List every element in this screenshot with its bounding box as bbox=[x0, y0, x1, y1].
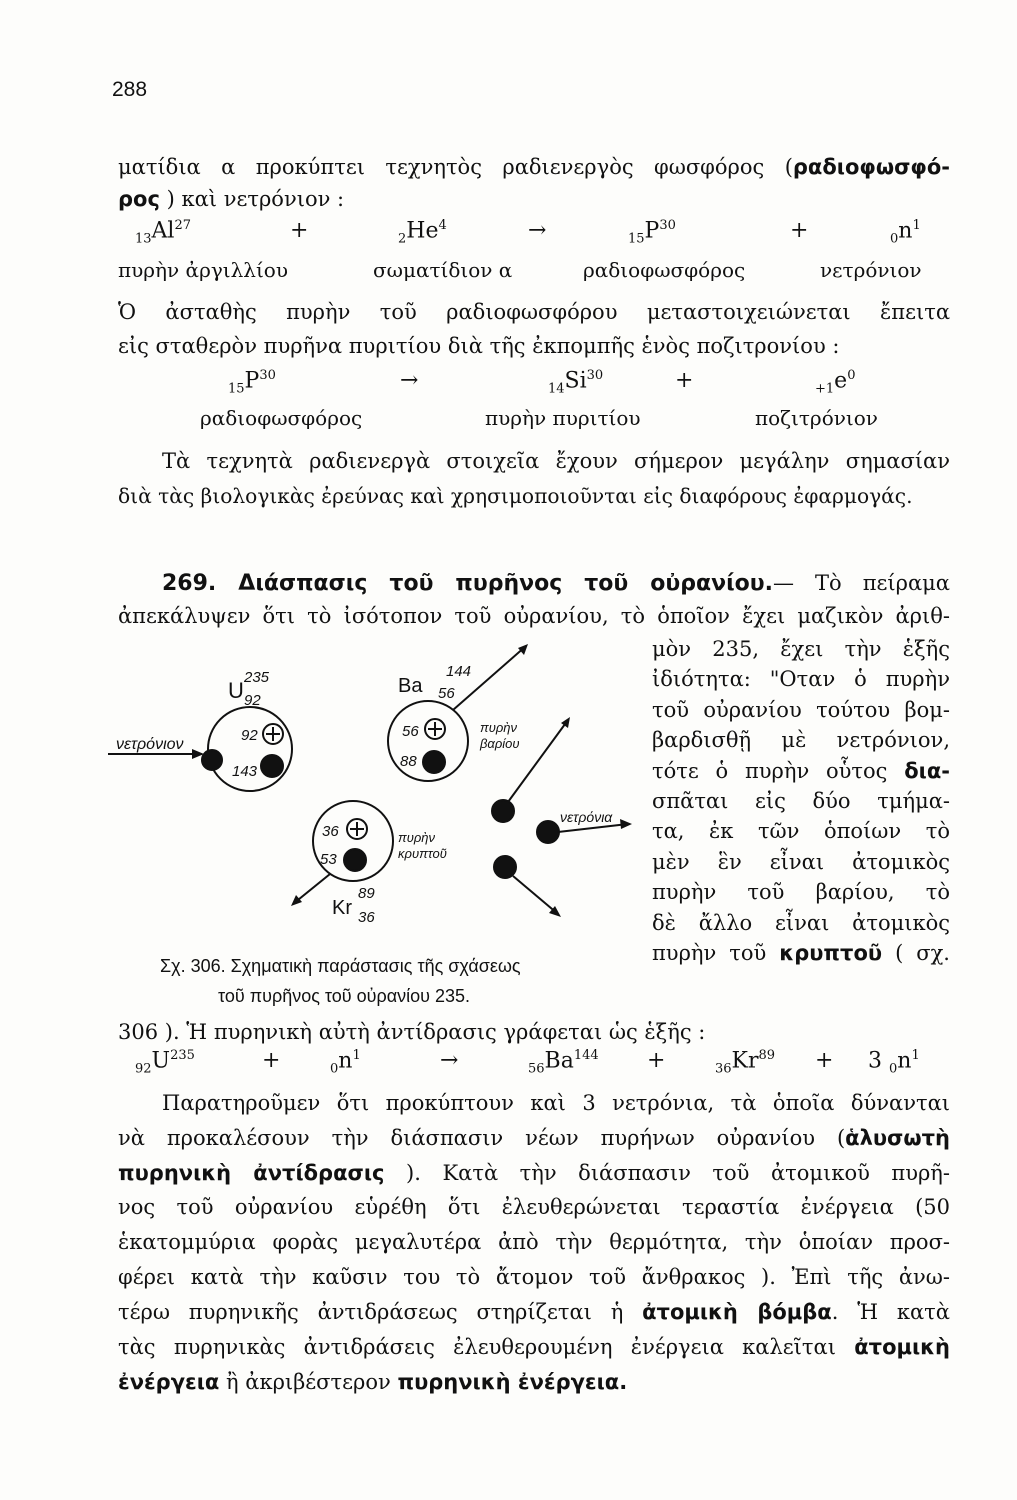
para1-line2-text: ) καὶ νετρόνιον : bbox=[166, 187, 345, 211]
ba-caption-2: βαρίου bbox=[480, 736, 520, 751]
wrap-line-11-tail: ( σχ. bbox=[895, 941, 950, 966]
final-line8-bold: ἀτομικὴ bbox=[854, 1335, 950, 1359]
kr-protons: 36 bbox=[322, 823, 339, 840]
wrap-bold-kryptou: κρυπτοῦ bbox=[779, 941, 883, 966]
section-title: 269. Διάσπασις τοῦ πυρῆνος τοῦ οὐρανίου. bbox=[162, 571, 773, 596]
wrap-line-6: σπᾶται εἰς δύο τμήμα- bbox=[652, 789, 950, 814]
eq3-plus2: + bbox=[647, 1048, 666, 1073]
section-intro-rest: — Τὸ πείραμα bbox=[773, 571, 950, 595]
eq1-plus2: + bbox=[790, 218, 809, 243]
ba-protons: 56 bbox=[402, 723, 419, 740]
eq1-plus1: + bbox=[290, 218, 309, 243]
eq3-plus1: + bbox=[262, 1048, 281, 1073]
final-line3 bbox=[118, 1158, 950, 1188]
eq1-label-alpha: σωματίδιον α bbox=[373, 258, 513, 282]
eq3-u-symbol: U bbox=[151, 1048, 171, 1074]
final-line9-bold2: πυρηνικὴ ἐνέργεια bbox=[397, 1370, 620, 1394]
wrap-line-5 bbox=[652, 756, 950, 786]
eq1-label-radiophosphorus: ραδιοφωσφόρος bbox=[583, 258, 746, 282]
eq1-label-neutron: νετρόνιον bbox=[820, 258, 922, 282]
eq3-plus3: + bbox=[815, 1048, 834, 1073]
para1-line2-bold: ρος bbox=[118, 187, 160, 211]
barium-neutron-dot bbox=[423, 751, 445, 773]
emitted-neutron-2 bbox=[537, 821, 559, 843]
para1-line1-bold: ραδιοφωσφό- bbox=[792, 155, 950, 179]
eq3-kr-symbol: Kr bbox=[731, 1048, 759, 1074]
eq3-n2-z: 0 bbox=[889, 1061, 898, 1077]
final-line7-tail: . Ἡ κατὰ bbox=[831, 1300, 950, 1324]
kr-caption-1: πυρὴν bbox=[398, 830, 436, 845]
ba-mass: 144 bbox=[446, 663, 472, 680]
eq3-kr-mass: 89 bbox=[758, 1048, 776, 1063]
eq3-krypton bbox=[715, 1048, 775, 1077]
eq1-neutron bbox=[890, 218, 921, 247]
eq1-arrow: → bbox=[528, 218, 547, 243]
eq3-neutron-in bbox=[330, 1048, 361, 1077]
eq3-n2-mass: 1 bbox=[911, 1048, 920, 1063]
eq2-positron bbox=[815, 368, 855, 397]
eq3-ba-symbol: Ba bbox=[544, 1048, 574, 1074]
eq2-label-silicon: πυρὴν πυριτίου bbox=[485, 406, 641, 430]
final-line8-text: τὰς πυρηνικὰς ἀντιδράσεις ἐλευθερουμένη ἐνέργεια καλεῖται bbox=[118, 1335, 836, 1359]
final-line3-bold: πυρηνικὴ ἀντίδρασις bbox=[118, 1161, 385, 1185]
wrap-line-5-text: τότε ὁ πυρὴν οὗτος bbox=[652, 758, 888, 783]
final-line2-text: νὰ προκαλέσουν τὴν διάσπασιν νέων πυρήνων οὐρανίου ( bbox=[118, 1126, 846, 1150]
eq3-n1-mass: 1 bbox=[352, 1048, 361, 1063]
eq2-label-positron: ποζιτρόνιον bbox=[755, 406, 878, 430]
eq2-plus: + bbox=[675, 368, 694, 393]
figure-caption-line2: τοῦ πυρῆνος τοῦ οὐρανίου 235. bbox=[218, 986, 471, 1006]
eq1-al-symbol: Al bbox=[151, 218, 175, 244]
para2-line1: Ὁ ἀσταθὴς πυρὴν τοῦ ραδιοφωσφόρου μεταστοιχειώνεται ἔπειτα bbox=[118, 300, 950, 324]
emitted-neutron-3 bbox=[494, 856, 516, 878]
eq1-he-z: 2 bbox=[398, 231, 407, 247]
u-mass: 235 bbox=[244, 669, 270, 686]
page-number: 288 bbox=[112, 78, 148, 101]
eq1-he-mass: 4 bbox=[438, 218, 447, 233]
u-z: 92 bbox=[244, 692, 261, 709]
eq2-p-z: 15 bbox=[228, 381, 245, 397]
wrap-line-2: ἰδιότητα: "Οταν ὁ πυρὴν bbox=[652, 667, 950, 692]
eq1-p-z: 15 bbox=[628, 231, 645, 247]
eq2-e-symbol: e bbox=[834, 368, 848, 394]
emitted-neutron-2-path bbox=[558, 824, 628, 832]
krypton-arrowhead bbox=[291, 895, 302, 906]
para1-line2 bbox=[118, 184, 950, 214]
fission-diagram bbox=[108, 636, 653, 956]
para3-line2: διὰ τὰς βιολογικὰς ἐρεύνας καὶ χρησιμοποιοῦνται εἰς διαφόρους ἐφαρμογάς. bbox=[118, 484, 913, 508]
eq1-n-mass: 1 bbox=[912, 218, 921, 233]
final-line2 bbox=[118, 1123, 950, 1153]
final-line1: Παρατηροῦμεν ὅτι προκύπτουν καὶ 3 νετρόνια, τὰ ὁποῖα δύνανται bbox=[162, 1091, 950, 1115]
eq3-neutrons-out bbox=[868, 1048, 920, 1077]
eq3-ba-z: 56 bbox=[528, 1061, 545, 1077]
krypton-neutron-dot bbox=[344, 849, 366, 871]
eq1-phosphorus bbox=[628, 218, 676, 247]
final-line9 bbox=[118, 1367, 950, 1397]
eq2-si-symbol: Si bbox=[564, 368, 587, 394]
final-line3-text: ). Κατὰ τὴν διάσπασιν τοῦ ἀτομικοῦ πυρῆ- bbox=[406, 1161, 950, 1185]
eq1-helium bbox=[398, 218, 447, 247]
eq1-al-z: 13 bbox=[135, 231, 152, 247]
wrap-line-10: δὲ ἄλλο εἶναι ἀτομικὸς bbox=[652, 910, 950, 935]
eq3-arrow: → bbox=[440, 1048, 459, 1073]
uranium-neutron-dot bbox=[261, 755, 283, 777]
eq3-uranium bbox=[135, 1048, 195, 1077]
wrap-line-8: μὲν ἓν εἶναι ἀτομικὸς bbox=[652, 849, 950, 874]
neutrons-label: νετρόνια bbox=[560, 809, 613, 825]
emitted-neutron-1 bbox=[492, 800, 514, 822]
kr-mass: 89 bbox=[358, 885, 375, 902]
eq3-ba-mass: 144 bbox=[573, 1048, 599, 1063]
eq2-silicon bbox=[548, 368, 603, 397]
ba-symbol: Ba bbox=[398, 675, 423, 697]
eq2-si-z: 14 bbox=[548, 381, 565, 397]
wrap-bold-dia: δια- bbox=[904, 758, 950, 783]
eq2-p-mass: 30 bbox=[259, 368, 276, 383]
kr-z: 36 bbox=[358, 909, 375, 926]
eq3-n2-symbol: n bbox=[897, 1048, 912, 1074]
eq3-n2-coefficient: 3 bbox=[868, 1048, 882, 1074]
incoming-neutron bbox=[202, 750, 222, 770]
final-line6: φέρει κατὰ τὴν καῦσιν του τὸ ἄτομον τοῦ ἄνθρακος ). Ἐπὶ τῆς ἀνω- bbox=[118, 1265, 950, 1289]
eq2-e-mass: 0 bbox=[847, 368, 856, 383]
eq1-label-aluminium: πυρὴν ἀργιλλίου bbox=[118, 258, 289, 282]
emitted-neutron-3-path bbox=[513, 876, 558, 914]
eq1-he-symbol: He bbox=[406, 218, 439, 244]
eq3-kr-z: 36 bbox=[715, 1061, 732, 1077]
final-line7-text: τέρω πυρηνικῆς ἀντιδράσεως στηρίζεται ἡ bbox=[118, 1300, 624, 1324]
final-line2-bold: ἁλυσωτὴ bbox=[845, 1126, 950, 1150]
wrap-line-9: πυρὴν τοῦ βαρίου, τὸ bbox=[652, 880, 950, 905]
section-title-line bbox=[162, 568, 950, 599]
para2-line2: εἰς σταθερὸν πυρῆνα πυριτίου διὰ τῆς ἐκπομπῆς ἑνὸς ποζιτρονίου : bbox=[118, 334, 840, 358]
eq3-barium bbox=[528, 1048, 599, 1077]
eq2-phosphorus bbox=[228, 368, 276, 397]
final-line8 bbox=[118, 1332, 950, 1362]
final-line9-tail: . bbox=[619, 1370, 628, 1394]
final-line9-bold1: ἐνέργεια bbox=[118, 1370, 220, 1394]
eq1-p-mass: 30 bbox=[659, 218, 676, 233]
barium-arrowhead bbox=[518, 644, 528, 655]
wrap-line-4: βαρδισθῇ μὲ νετρόνιον, bbox=[652, 728, 950, 753]
wrap-line-3: τοῦ οὐρανίου τούτου βομ- bbox=[652, 697, 950, 722]
wrap-column bbox=[652, 634, 950, 968]
kr-symbol: Kr bbox=[332, 897, 352, 919]
eq3-n1-z: 0 bbox=[330, 1061, 339, 1077]
kr-neutrons: 53 bbox=[320, 851, 337, 868]
eq2-label-radiophosphorus: ραδιοφωσφόρος bbox=[200, 406, 363, 430]
eq2-p-symbol: P bbox=[244, 368, 260, 394]
final-line5: ἑκατομμύρια φορὰς μεγαλυτέρα ἀπὸ τὴν θερμότητα, τὴν ὁποίαν προσ- bbox=[118, 1230, 950, 1254]
ba-caption-1: πυρὴν bbox=[480, 720, 518, 735]
final-line4: νος τοῦ οὐρανίου εὑρέθη ὅτι ἐλευθερώνεται τεραστία ἐνέργεια (50 bbox=[118, 1195, 950, 1219]
eq2-si-mass: 30 bbox=[586, 368, 604, 383]
wrap-line-11-text: πυρὴν τοῦ bbox=[652, 941, 767, 966]
u-protons: 92 bbox=[241, 727, 258, 744]
ba-z: 56 bbox=[438, 685, 455, 702]
eq1-n-symbol: n bbox=[898, 218, 913, 244]
u-symbol: U bbox=[228, 678, 244, 703]
final-line7 bbox=[118, 1297, 950, 1327]
eq3-n1-symbol: n bbox=[338, 1048, 353, 1074]
ba-neutrons: 88 bbox=[400, 753, 417, 770]
eq1-al-mass: 27 bbox=[174, 218, 192, 233]
para1-line1 bbox=[118, 152, 950, 182]
para1-line1-text: ματίδια α προκύπτει τεχνητὸς ραδιενεργὸς φωσφόρος ( bbox=[118, 155, 793, 179]
eq1-n-z: 0 bbox=[890, 231, 899, 247]
eq1-aluminium bbox=[135, 218, 191, 247]
eq2-arrow: → bbox=[400, 368, 419, 393]
final-line7-bold: ἀτομικὴ βόμβα bbox=[642, 1300, 832, 1324]
after-figure-line: 306 ). Ἡ πυρηνικὴ αὐτὴ ἀντίδρασις γράφεται ὡς ἑξῆς : bbox=[118, 1020, 706, 1044]
wrap-line-1: μὸν 235, ἔχει τὴν ἑξῆς bbox=[652, 637, 950, 661]
u-neutrons: 143 bbox=[232, 763, 258, 780]
final-line9-text: ἢ ἀκριβέστερον bbox=[226, 1370, 391, 1394]
kr-caption-2: κρυπτοῦ bbox=[398, 846, 447, 861]
eq1-p-symbol: P bbox=[644, 218, 660, 244]
wrap-line-11 bbox=[652, 938, 950, 968]
para3-line1: Τὰ τεχνητὰ ραδιενεργὰ στοιχεῖα ἔχουν σήμερον μεγάλην σημασίαν bbox=[162, 449, 950, 473]
eq2-e-z: +1 bbox=[815, 381, 835, 397]
eq3-u-mass: 235 bbox=[170, 1048, 195, 1063]
section-line2: ἀπεκάλυψεν ὅτι τὸ ἰσότοπον τοῦ οὐρανίου, τὸ ὁποῖον ἔχει μαζικὸν ἀριθ- bbox=[118, 604, 950, 628]
neutron-label: νετρόνιον bbox=[116, 736, 184, 753]
wrap-line-7: τα, ἐκ τῶν ὁποίων τὸ bbox=[652, 819, 950, 844]
figure-caption-line1: Σχ. 306. Σχηματικὴ παράστασις τῆς σχάσεως bbox=[160, 956, 521, 976]
eq3-u-z: 92 bbox=[135, 1061, 152, 1077]
